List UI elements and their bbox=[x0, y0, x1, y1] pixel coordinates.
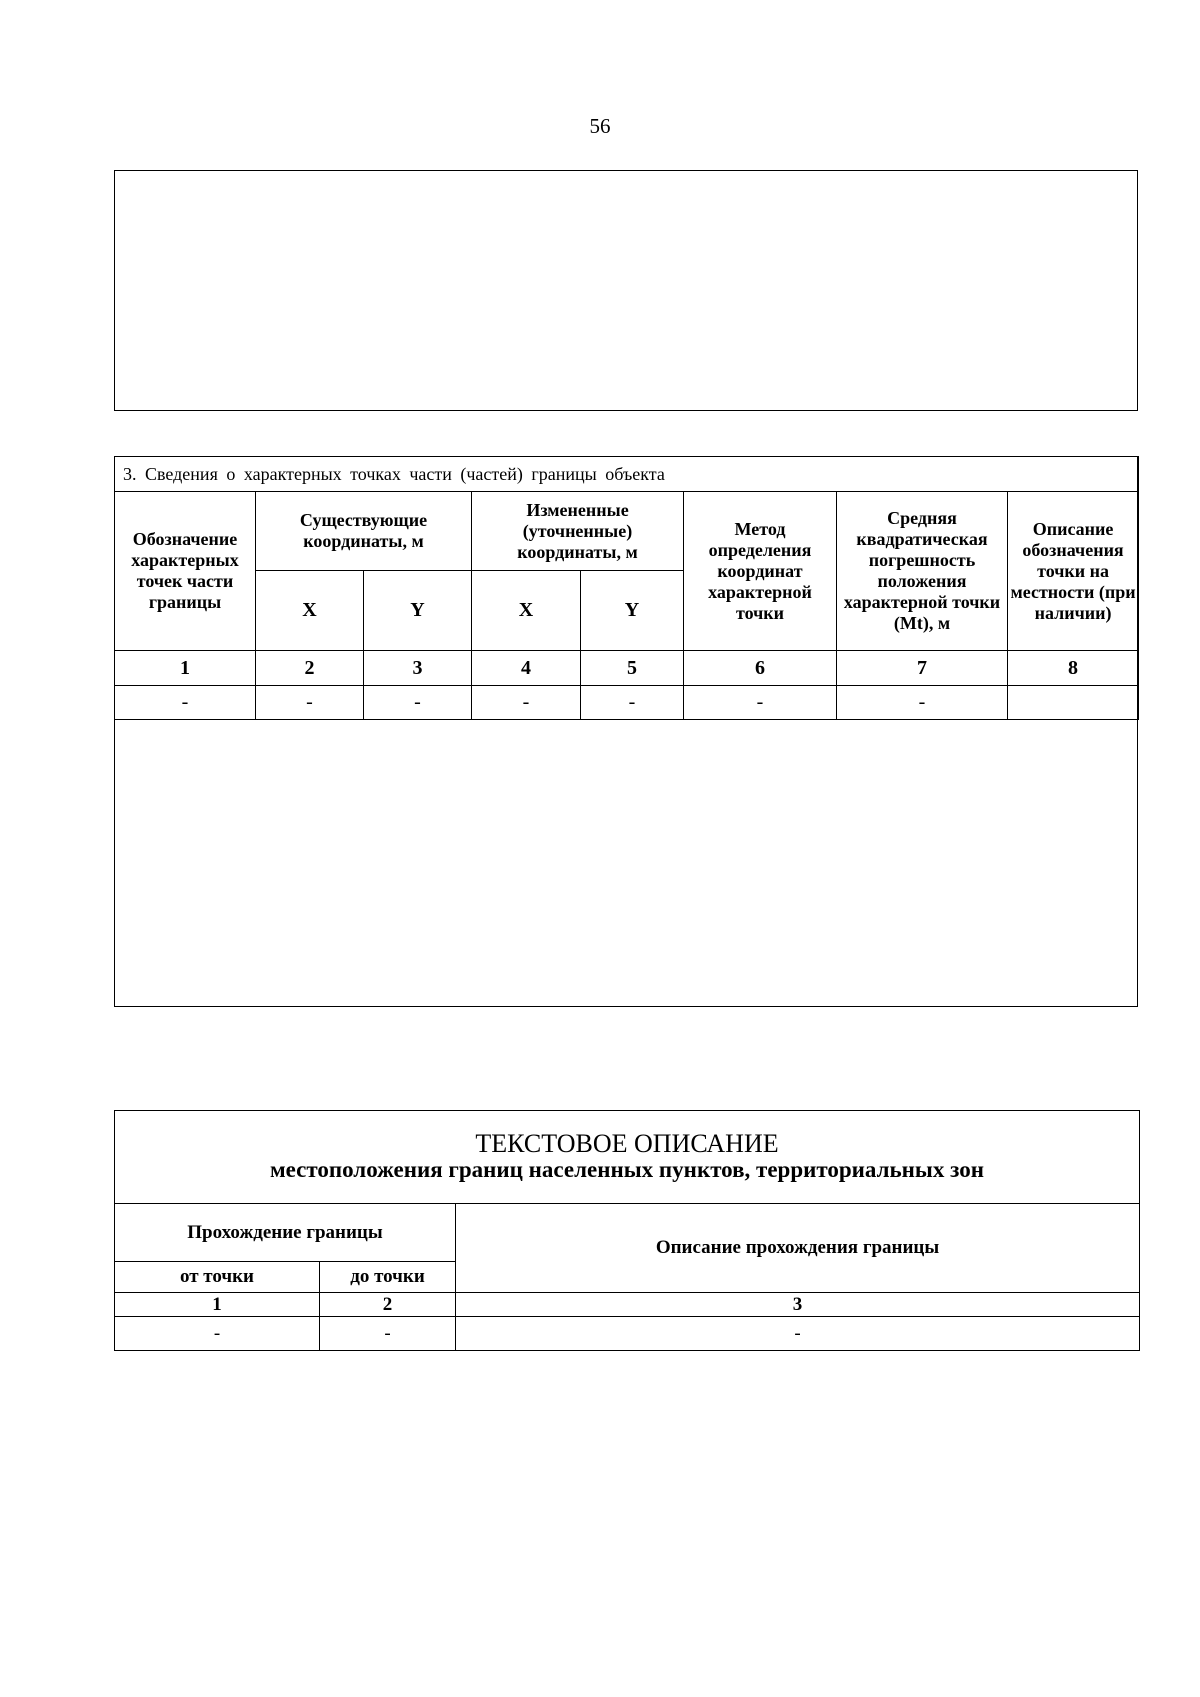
column-number: 1 bbox=[115, 651, 256, 686]
header-changed-y: Y bbox=[581, 571, 684, 651]
table-cell: - bbox=[320, 1317, 456, 1351]
table-cell: - bbox=[364, 686, 472, 720]
table-cell: - bbox=[115, 686, 256, 720]
header-existing-coordinates: Существующие координаты, м bbox=[256, 492, 472, 571]
table-cell: - bbox=[472, 686, 581, 720]
header-boundary-passage: Прохождение границы bbox=[115, 1204, 456, 1262]
page-number: 56 bbox=[589, 114, 611, 138]
table-cell: - bbox=[115, 1317, 320, 1351]
header-to-point: до точки bbox=[320, 1262, 456, 1293]
header-changed-x: X bbox=[472, 571, 581, 651]
table-cell: - bbox=[684, 686, 837, 720]
column-number: 3 bbox=[364, 651, 472, 686]
header-passage-description: Описание прохождения границы bbox=[456, 1204, 1140, 1293]
column-number: 7 bbox=[837, 651, 1008, 686]
table-cell: - bbox=[256, 686, 364, 720]
empty-frame-top bbox=[114, 170, 1138, 411]
column-numbers-row bbox=[115, 651, 1139, 686]
header-point-description: Описание обозначения точки на местности (при наличии) bbox=[1008, 492, 1139, 651]
table-row bbox=[115, 686, 1139, 720]
text-description-table bbox=[114, 1110, 1140, 1351]
header-mean-error: Средняя квадратическая погрешность положения характерной точки (Mt), м bbox=[837, 492, 1008, 651]
column-numbers-row bbox=[115, 1293, 1140, 1317]
characteristic-points-table bbox=[114, 456, 1139, 720]
description-title-cell bbox=[115, 1111, 1140, 1204]
table-row bbox=[115, 1317, 1140, 1351]
column-number: 3 bbox=[456, 1293, 1140, 1317]
table-cell bbox=[1008, 686, 1139, 720]
column-number: 2 bbox=[320, 1293, 456, 1317]
column-number: 8 bbox=[1008, 651, 1139, 686]
table-cell: - bbox=[456, 1317, 1140, 1351]
points-table-caption: 3. Сведения о характерных точках части (частей) границы объекта bbox=[115, 457, 1139, 492]
header-existing-y: Y bbox=[364, 571, 472, 651]
header-changed-coordinates: Измененные (уточненные) координаты, м bbox=[472, 492, 684, 571]
column-number: 6 bbox=[684, 651, 837, 686]
column-number: 1 bbox=[115, 1293, 320, 1317]
header-from-point: от точки bbox=[115, 1262, 320, 1293]
description-title: ТЕКСТОВОЕ ОПИСАНИЕ bbox=[475, 1129, 779, 1158]
header-designation: Обозначение характерных точек части границы bbox=[115, 492, 256, 651]
header-method: Метод определения координат характерной точки bbox=[684, 492, 837, 651]
points-section-frame bbox=[114, 456, 1138, 1007]
description-subtitle: местоположения границ населенных пунктов, территориальных зон bbox=[270, 1157, 984, 1182]
table-cell: - bbox=[581, 686, 684, 720]
column-number: 2 bbox=[256, 651, 364, 686]
table-cell: - bbox=[837, 686, 1008, 720]
column-number: 4 bbox=[472, 651, 581, 686]
header-existing-x: X bbox=[256, 571, 364, 651]
column-number: 5 bbox=[581, 651, 684, 686]
